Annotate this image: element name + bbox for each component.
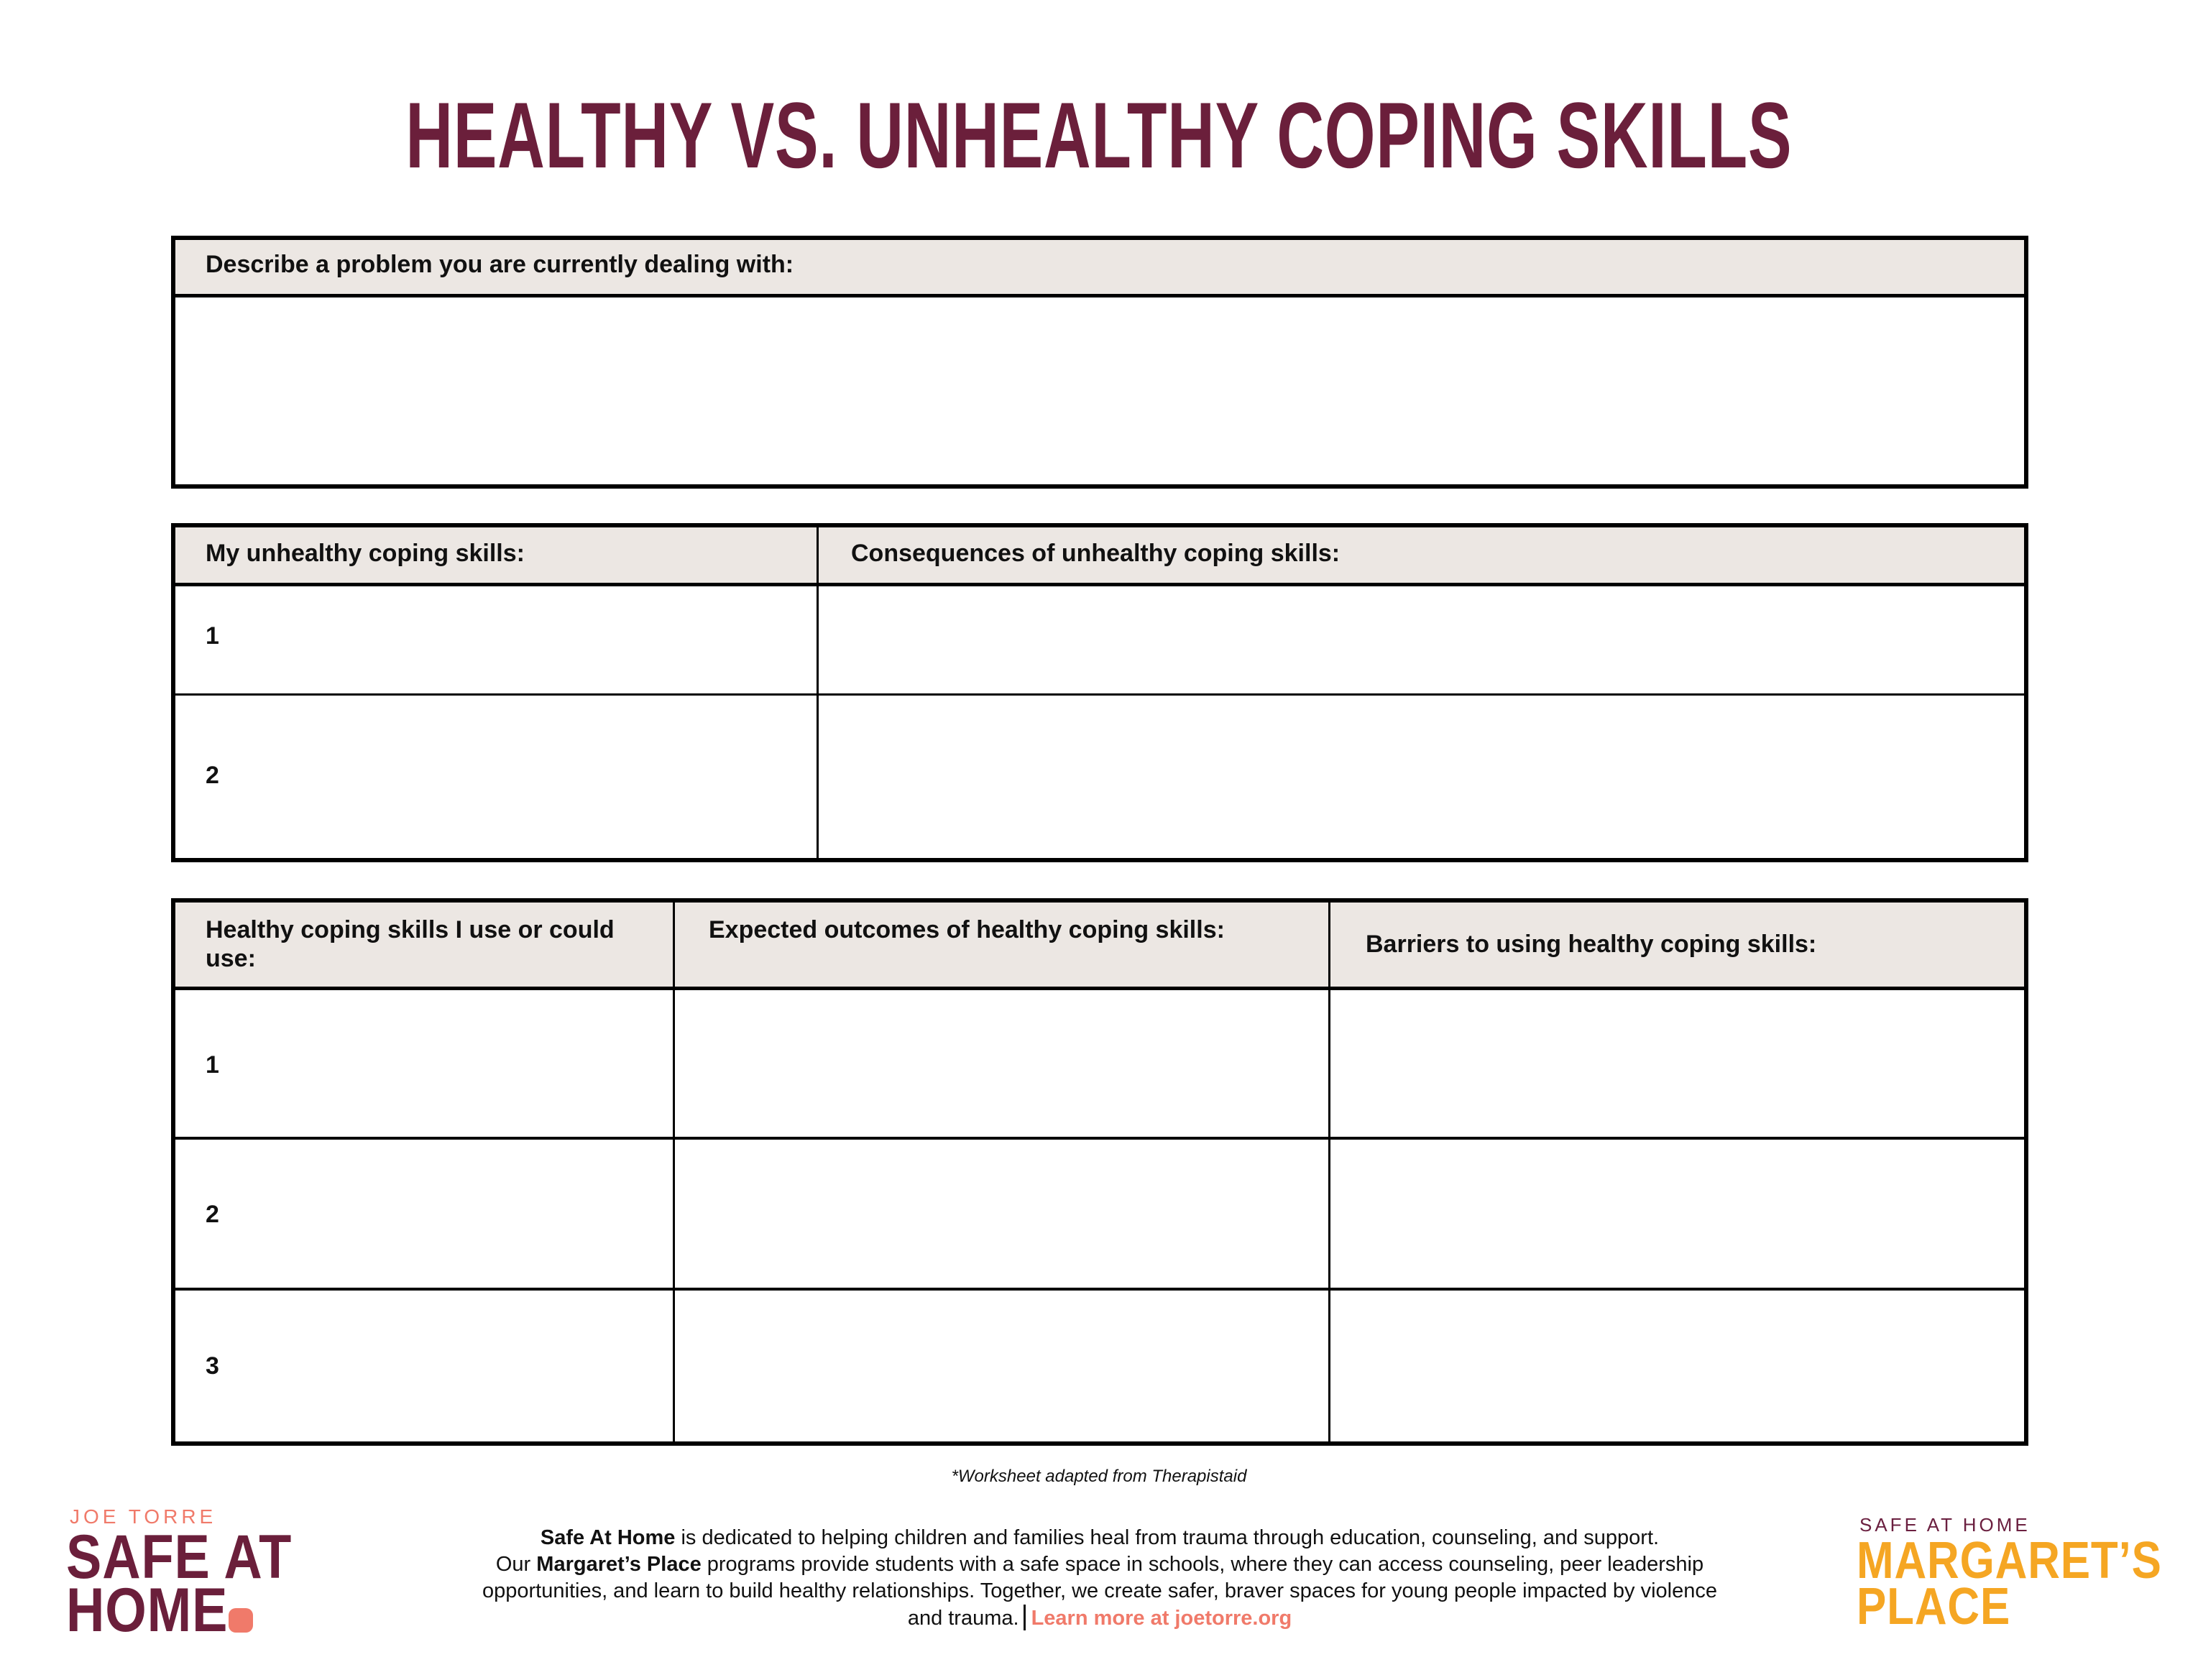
footer-line-1	[345, 1525, 1854, 1551]
outcome-2-field[interactable]	[675, 1140, 1328, 1288]
footer-safe-at-home-bold: Safe At Home	[540, 1526, 676, 1549]
column-header-healthy-skills: Healthy coping skills I use or could use:	[206, 916, 615, 972]
separator-bar	[1024, 1605, 1026, 1630]
logo-home-text: HOME	[66, 1576, 229, 1645]
footer-line-1-text: is dedicated to helping children and families heal from trauma through education, counseling, and support.	[675, 1526, 1660, 1549]
consequence-1-field[interactable]	[819, 586, 2024, 693]
row-number-1: 1	[206, 1051, 219, 1079]
page-title: HEALTHY VS. UNHEALTHY COPING SKILLS	[405, 83, 1793, 188]
barrier-3-field[interactable]	[1330, 1291, 2024, 1441]
column-header-expected-outcomes: Expected outcomes of healthy coping skills:	[709, 916, 1225, 943]
unhealthy-coping-table	[171, 523, 2028, 862]
row-number-2: 2	[206, 762, 219, 789]
row-number-1: 1	[206, 622, 219, 650]
attribution-note: *Worksheet adapted from Therapistaid	[951, 1467, 1247, 1486]
row-number-2: 2	[206, 1201, 219, 1228]
outcome-1-field[interactable]	[675, 990, 1328, 1137]
unhealthy-table-header	[175, 527, 2024, 586]
logo-margarets-text: MARGARET’S	[1857, 1532, 2162, 1589]
barrier-2-field[interactable]	[1330, 1140, 2024, 1288]
logo-joe-torre-text: JOE TORRE	[70, 1505, 217, 1528]
column-header-consequences: Consequences of unhealthy coping skills:	[851, 540, 1341, 567]
page-title-wrap	[0, 83, 2198, 188]
footer-description	[345, 1525, 1854, 1632]
logo-safe-at-text: SAFE AT	[66, 1523, 293, 1592]
learn-more-link[interactable]: Learn more at joetorre.org	[1031, 1607, 1292, 1630]
footer-line-2	[345, 1551, 1854, 1578]
row-number-3: 3	[206, 1352, 219, 1380]
problem-table	[171, 236, 2028, 489]
problem-header-label: Describe a problem you are currently dealing with:	[206, 251, 794, 278]
healthy-skill-1-field[interactable]	[175, 990, 673, 1137]
column-header-barriers: Barriers to using healthy coping skills:	[1366, 931, 1817, 958]
logo-place-text: PLACE	[1857, 1578, 2011, 1635]
logo-dot-icon	[229, 1608, 253, 1633]
footer-line-2-pre: Our	[495, 1553, 537, 1576]
problem-table-header	[175, 240, 2024, 297]
consequence-2-field[interactable]	[819, 696, 2024, 858]
footer-margarets-place-bold: Margaret’s Place	[536, 1553, 702, 1576]
healthy-skill-2-field[interactable]	[175, 1140, 673, 1288]
problem-answer-field[interactable]	[175, 297, 2024, 484]
column-header-unhealthy-skills: My unhealthy coping skills:	[206, 540, 525, 567]
healthy-coping-table	[171, 898, 2028, 1446]
unhealthy-skill-2-field[interactable]	[175, 696, 817, 858]
footer-line-2-text: programs provide students with a safe space in schools, where they can access counseling, peer leadership	[701, 1553, 1704, 1576]
unhealthy-skill-1-field[interactable]	[175, 586, 817, 693]
logo-safe-at-home-text: SAFE AT HOME	[1859, 1514, 2031, 1536]
footer-line-3: opportunities, and learn to build healthy relationships. Together, we create safer, braver spaces for young people impacted by violence	[482, 1579, 1717, 1602]
footer-line-4-text: and trauma.	[907, 1607, 1019, 1630]
healthy-table-header	[175, 903, 2024, 990]
healthy-skill-3-field[interactable]	[175, 1291, 673, 1441]
outcome-3-field[interactable]	[675, 1291, 1328, 1441]
barrier-1-field[interactable]	[1330, 990, 2024, 1137]
footer-line-4	[345, 1605, 1854, 1632]
